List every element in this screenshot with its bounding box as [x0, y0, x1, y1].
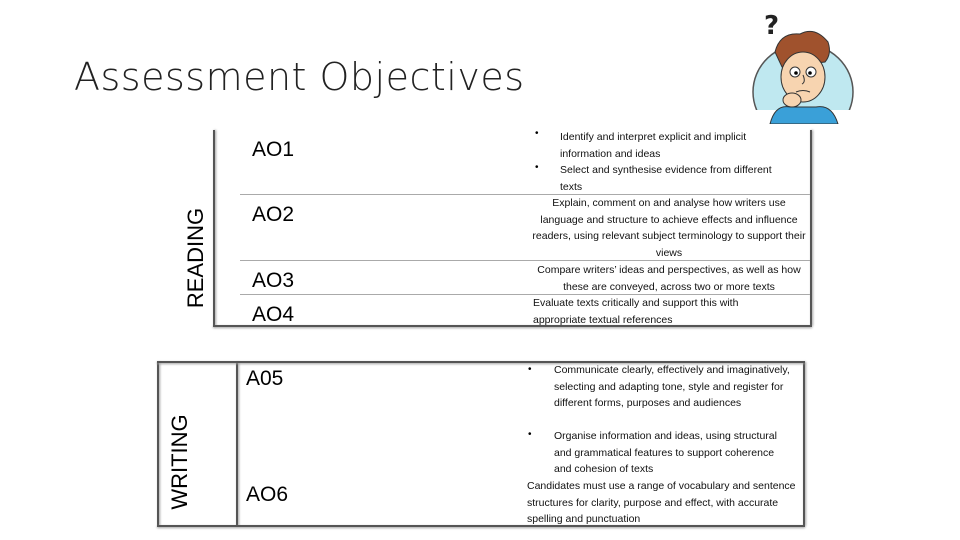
ao5-bullet-2: Organise information and ideas, using structural and grammatical features to support coherence and cohesion of texts [554, 430, 777, 475]
reading-left-divider [213, 130, 215, 326]
bullet-icon: • [528, 429, 532, 440]
writing-inner-divider [236, 362, 238, 526]
writing-right-divider [803, 362, 805, 526]
ao4-description: Evaluate texts critically and support this with appropriate textual references [533, 297, 739, 326]
writing-section-label: WRITING [167, 414, 192, 510]
reading-right-divider [810, 130, 812, 326]
ao1-bullet-1: Identify and interpret explicit and implicit information and ideas [560, 131, 747, 160]
ao1-bullet-2: Select and synthesise evidence from different texts [560, 164, 772, 193]
bullet-icon: • [535, 162, 539, 173]
objective-ao3: AO3 [252, 269, 295, 292]
ao3-description: Compare writers’ ideas and perspectives, as well as how these are conveyed, across two or more texts [537, 264, 801, 293]
ao6-description: Candidates must use a range of vocabulary and sentence structures for clarity, purpose and effect, with accurate spelling and punctuation [527, 480, 796, 525]
writing-left-divider [157, 362, 159, 526]
ao5-bullet-1: Communicate clearly, effectively and imaginatively, selecting and adapting tone, style and register for different forms, purposes and audiences [554, 364, 790, 409]
objective-ao1: AO1 [252, 138, 295, 161]
objective-ao6: AO6 [246, 483, 289, 506]
svg-text:?: ? [764, 12, 780, 41]
bullet-icon: • [528, 364, 532, 375]
reading-section-label: READING [183, 207, 208, 309]
bullet-icon: • [535, 128, 539, 139]
objective-ao2: AO2 [252, 203, 295, 226]
objective-a05: A05 [246, 367, 284, 390]
slide-title: Assessment Objectives [74, 55, 525, 99]
objective-ao4: AO4 [252, 303, 295, 326]
ao2-description: Explain, comment on and analyse how writers use language and structure to achieve effects and influence readers, using relevant subject terminology to support their views [532, 197, 806, 259]
thinking-person-icon [720, 12, 940, 124]
